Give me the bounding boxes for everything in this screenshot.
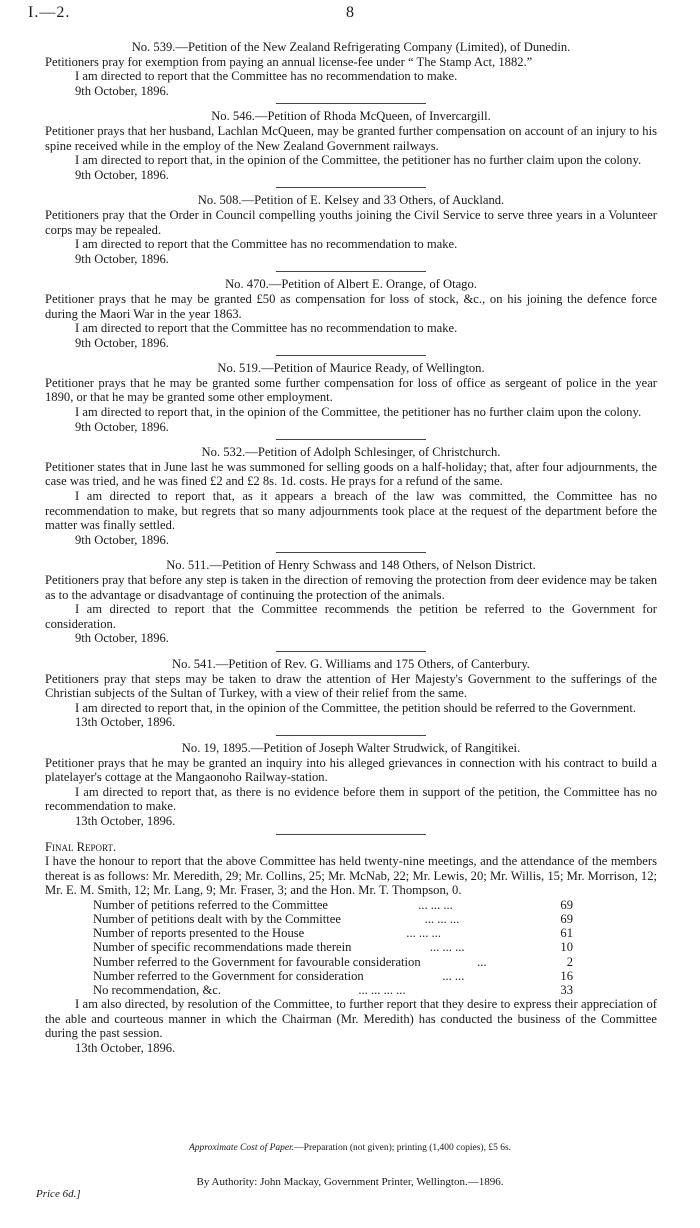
report-date: 13th October, 1896. xyxy=(75,715,176,730)
separator-rule xyxy=(276,651,426,652)
cost-label: Approximate Cost of Paper. xyxy=(188,1143,295,1153)
petition-prayer: Petitioner prays that he may be granted an inquiry into his alleged grievances in connection with his contract to build a platelayer's cottage at the Mangaonoho Railway-station. xyxy=(45,755,657,785)
separator-rule xyxy=(276,103,426,104)
petition-heading: No. 532.—Petition of Adolph Schlesinger, of Christchurch. xyxy=(201,445,501,460)
final-report xyxy=(45,840,657,1056)
cost-text: —Preparation (not given); printing (1,400 copies), £5 6s. xyxy=(294,1143,512,1153)
final-report-closing: I am also directed, by resolution of the Committee, to further report that they desire to express their appreciation of the able and courteous manner in which the Chairman (Mr. Meredith) has conducted the business of the Committee during the past session. xyxy=(45,997,657,1041)
separator-rule xyxy=(276,271,426,272)
separator-rule xyxy=(276,552,426,553)
petition-prayer: Petitioner states that in June last he was summoned for selling goods on a half-holiday; that, after four adjournments, the case was tried, and he was fined £2 and £2 8s. 1d. costs. He prays for a refund of the same. xyxy=(45,459,657,489)
leader-dots: ... ... ... xyxy=(424,912,460,927)
petition-entry xyxy=(45,361,657,434)
leader-dots: ... ... ... ... xyxy=(358,983,406,997)
separator-rule xyxy=(276,735,426,736)
committee-report: I am directed to report that the Committee recommends the petition be referred to the Government for consideration. xyxy=(45,602,657,631)
petition-heading: No. 546.—Petition of Rhoda McQueen, of Invercargill. xyxy=(211,109,491,124)
leader-dots: ... ... ... xyxy=(418,897,453,912)
petition-heading: No. 470.—Petition of Albert E. Orange, of Otago. xyxy=(225,277,477,292)
petition-heading: No. 511.—Petition of Henry Schwass and 148 Others, of Nelson District. xyxy=(166,558,536,573)
report-date: 9th October, 1896. xyxy=(75,631,169,646)
petition-prayer: Petitioners pray for exemption from paying an annual license-fee under “ The Stamp Act, 1882.” xyxy=(45,54,533,69)
leader-dots: ... ... ... xyxy=(429,940,465,955)
final-report-title: Final Report. xyxy=(45,839,117,854)
printer-authority: By Authority: John Mackay, Government Printer, Wellington.—1896. xyxy=(196,1176,504,1188)
report-date: 9th October, 1896. xyxy=(75,83,169,98)
committee-report: I am directed to report that, as it appears a breach of the law was committed, the Committee has no recommendation to make, but regrets that so many adjournments took place at the request of the department before the matter was finally settled. xyxy=(45,489,657,533)
petition-entry xyxy=(45,657,657,730)
committee-report: I am directed to report that, in the opinion of the Committee, the petition should be referred to the Government. xyxy=(75,700,636,715)
statistics-row xyxy=(93,940,573,954)
statistics-row xyxy=(93,969,573,983)
statistics-row xyxy=(93,912,573,926)
petition-heading: No. 508.—Petition of E. Kelsey and 33 Others, of Auckland. xyxy=(197,193,505,208)
statistics-value: 33 xyxy=(560,983,573,997)
petition-entry xyxy=(45,40,657,98)
committee-report: I am directed to report that the Committee has no recommendation to make. xyxy=(75,237,458,252)
committee-report: I am directed to report that, as there is no evidence before them in support of the petition, the Committee has no recommendation to make. xyxy=(45,784,657,814)
petition-heading: No. 519.—Petition of Maurice Ready, of Wellington. xyxy=(217,361,485,376)
statistics-value: 16 xyxy=(560,968,573,983)
statistics-row xyxy=(93,926,573,940)
petition-entry xyxy=(45,741,657,829)
petition-entry xyxy=(45,193,657,266)
statistics-value: 2 xyxy=(566,954,573,969)
statistics-value: 10 xyxy=(560,940,573,955)
petition-heading: No. 541.—Petition of Rev. G. Williams and 175 Others, of Canterbury. xyxy=(172,656,530,671)
statistics-label: Number of petitions dealt with by the Committee xyxy=(93,912,341,927)
statistics-label: Number referred to the Government for favourable consideration xyxy=(93,954,421,969)
committee-report: I am directed to report that, in the opinion of the Committee, the petitioner has no further claim upon the colony. xyxy=(75,153,642,168)
report-date: 9th October, 1896. xyxy=(75,532,169,547)
report-date: 9th October, 1896. xyxy=(75,167,169,182)
statistics-value: 69 xyxy=(560,897,573,912)
petition-prayer: Petitioner prays that he may be granted £50 as compensation for loss of stock, &c., on his joining the defence force during the Maori War in the year 1863. xyxy=(45,291,657,321)
committee-report: I am directed to report that, in the opinion of the Committee, the petitioner has no further claim upon the colony. xyxy=(75,405,642,420)
report-date: 9th October, 1896. xyxy=(75,251,169,266)
document-body xyxy=(45,40,657,1056)
statistics-row xyxy=(93,955,573,969)
report-date: 9th October, 1896. xyxy=(75,419,169,434)
petition-entry xyxy=(45,445,657,547)
committee-report: I am directed to report that the Committee has no recommendation to make. xyxy=(75,321,458,336)
statistics-label: Number of specific recommendations made therein xyxy=(93,940,352,955)
petition-prayer: Petitioner prays that her husband, Lachlan McQueen, may be granted further compensation on account of an injury to his spine received while in the employ of the New Zealand Government railways. xyxy=(45,123,657,153)
committee-report: I am directed to report that the Committee has no recommendation to make. xyxy=(75,69,458,84)
petition-prayer: Petitioners pray that the Order in Council compelling youths joining the Civil Service to serve three years in a Volunteer corps may be repealed. xyxy=(45,207,657,237)
petition-entry xyxy=(45,277,657,350)
statistics-label: No recommendation, &c. xyxy=(93,983,221,997)
price-note: Price 6d.] xyxy=(36,1188,81,1200)
final-report-intro: I have the honour to report that the above Committee has held twenty-nine meetings, and the attendance of the members thereat is as follows: Mr. Meredith, 29; Mr. Collins, 25; Mr. McNab, 22; Mr. Lewis, 20; Mr. Willis, 15; Mr. Morrison, 12; Mr. E. M. Smith, 12; Mr. Lang, 9; Mr. Fraser, 3; and the Hon. Mr. T. Thompson, 0. xyxy=(45,854,657,898)
petition-prayer: Petitioners pray that steps may be taken to draw the attention of Her Majesty's Government to the sufferings of the Christian subjects of the Sultan of Turkey, with a view of their relief from the same. xyxy=(45,671,657,701)
statistics-list xyxy=(93,898,573,997)
statistics-row xyxy=(93,898,573,912)
report-date: 13th October, 1896. xyxy=(75,813,176,828)
petition-entry xyxy=(45,109,657,182)
report-date: 9th October, 1896. xyxy=(75,335,169,350)
leader-dots: ... xyxy=(477,954,487,969)
page-header xyxy=(28,6,672,28)
report-date: 13th October, 1896. xyxy=(75,1040,176,1055)
statistics-label: Number of reports presented to the House xyxy=(93,926,305,941)
statistics-label: Number of petitions referred to the Committee xyxy=(93,897,329,912)
separator-rule xyxy=(276,187,426,188)
cost-note xyxy=(0,1141,700,1156)
leader-dots: ... ... xyxy=(442,968,465,983)
separator-rule xyxy=(276,355,426,356)
leader-dots: ... ... ... xyxy=(406,926,441,941)
statistics-row xyxy=(93,983,573,997)
statistics-value: 61 xyxy=(560,926,573,941)
document-code: I.—2. xyxy=(28,4,71,21)
statistics-label: Number referred to the Government for consideration xyxy=(93,968,364,983)
petition-heading: No. 19, 1895.—Petition of Joseph Walter Strudwick, of Rangitikei. xyxy=(181,740,521,755)
petition-entry xyxy=(45,558,657,646)
petition-prayer: Petitioner prays that he may be granted some further compensation for loss of office as sergeant of police in the year 1890, or that he may be granted some other employment. xyxy=(45,375,657,405)
petition-prayer: Petitioners pray that before any step is taken in the direction of removing the protection from deer evidence may be taken as to the advantage or disadvantage of continuing the protection of the animals. xyxy=(45,573,657,602)
statistics-value: 69 xyxy=(560,912,573,927)
separator-rule xyxy=(276,834,426,835)
page-number: 8 xyxy=(346,4,354,21)
separator-rule xyxy=(276,439,426,440)
petition-heading: No. 539.—Petition of the New Zealand Refrigerating Company (Limited), of Dunedin. xyxy=(131,40,571,54)
